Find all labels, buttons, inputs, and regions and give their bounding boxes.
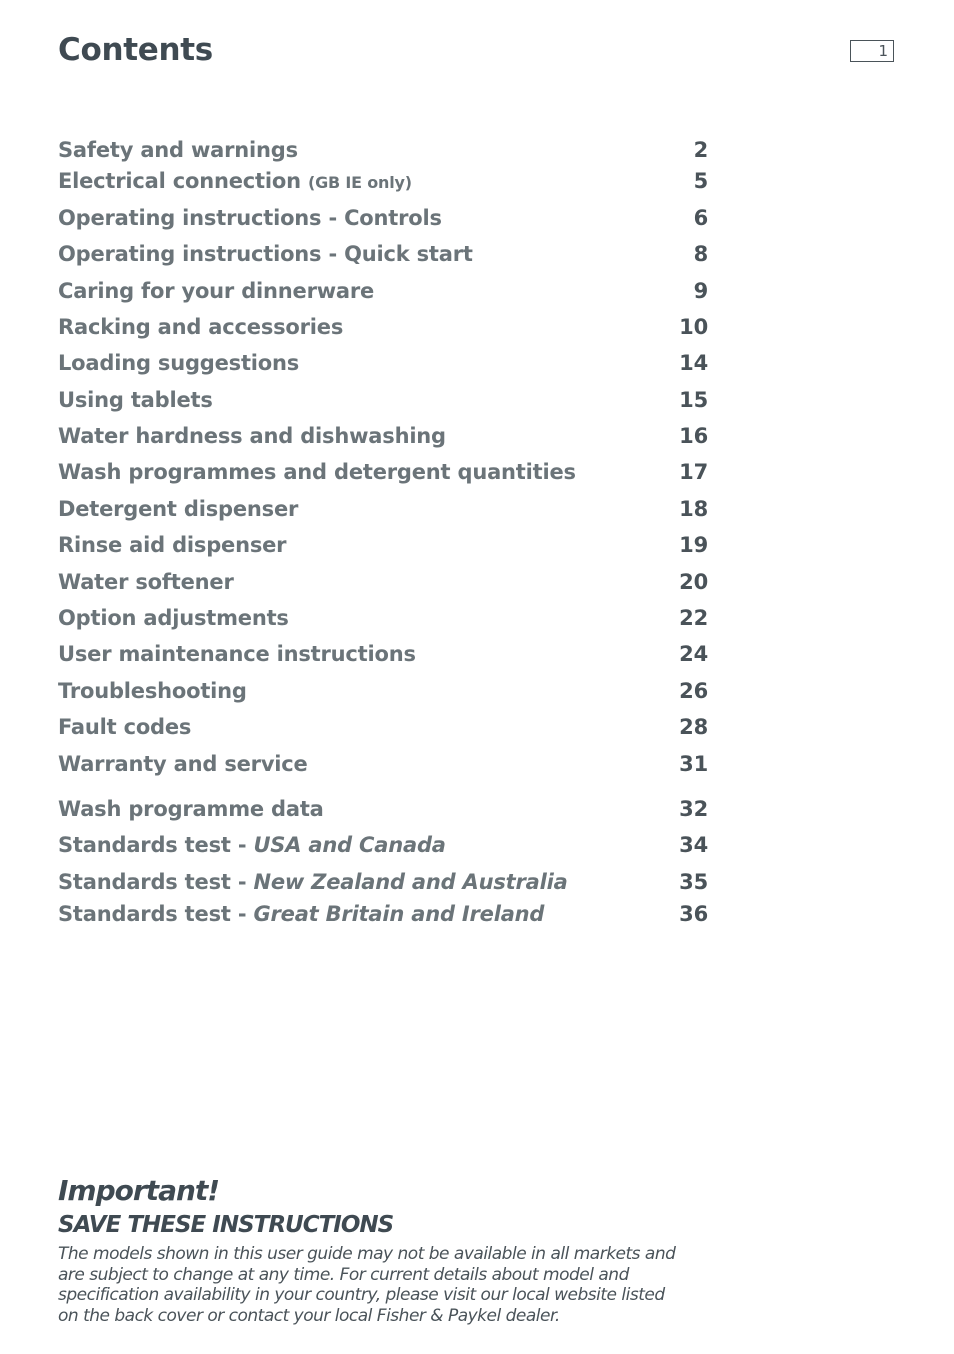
toc-entry-page: 31 — [679, 752, 708, 776]
toc-entry-page: 8 — [693, 242, 708, 266]
toc-entry-title: Operating instructions - Controls — [58, 206, 442, 230]
toc-entry-title: Rinse aid dispenser — [58, 533, 287, 557]
toc-entry-page: 14 — [679, 351, 708, 375]
toc-entry-region: New Zealand and Australia — [253, 870, 568, 894]
toc-entry-title: User maintenance instructions — [58, 642, 416, 666]
toc-entry-title-text: Standards test - — [58, 870, 254, 894]
toc-entry-page: 32 — [679, 797, 708, 821]
toc-entry-title: Fault codes — [58, 715, 192, 739]
disclaimer-text: The models shown in this user guide may not be available in all markets and are subject to change at any time. For current details about model and specification availability in your country, please visit our local website listed on the back cover or contact your local Fisher & Paykel dealer. — [58, 1244, 676, 1326]
toc-entry-title: Water hardness and dishwashing — [58, 424, 446, 448]
toc-entry-troubleshooting[interactable] — [58, 679, 708, 709]
toc-entry-rinse-aid[interactable] — [58, 533, 708, 563]
toc-entry-title: Warranty and service — [58, 752, 308, 776]
toc-entry-page: 10 — [679, 315, 708, 339]
toc-entry-title: Troubleshooting — [58, 679, 247, 703]
page-title: Contents — [58, 32, 213, 68]
toc-entry-page: 2 — [693, 138, 708, 162]
toc-entry-option-adjustments[interactable] — [58, 606, 708, 636]
page-number-box: 1 — [850, 40, 894, 62]
toc-entry-region: Great Britain and Ireland — [253, 902, 545, 926]
toc-entry-title — [58, 870, 568, 894]
toc-entry-wash-programmes[interactable] — [58, 460, 708, 490]
toc-entry-page: 17 — [679, 460, 708, 484]
toc-entry-title: Loading suggestions — [58, 351, 300, 375]
toc-entry-title: Wash programme data — [58, 797, 324, 821]
toc-entry-title: Safety and warnings — [58, 138, 298, 162]
toc-entry-title: Caring for your dinnerware — [58, 279, 375, 303]
toc-entry-detergent-dispenser[interactable] — [58, 497, 708, 527]
toc-entry-quick-start[interactable] — [58, 242, 708, 272]
toc-entry-page: 36 — [679, 902, 708, 926]
save-instructions-heading: SAVE THESE INSTRUCTIONS — [58, 1212, 394, 1238]
toc-entry-standards-nz[interactable] — [58, 870, 708, 900]
toc-entry-safety[interactable] — [58, 138, 708, 168]
toc-entry-page: 22 — [679, 606, 708, 630]
toc-entry-page: 34 — [679, 833, 708, 857]
toc-entry-title-text: Electrical connection — [58, 169, 308, 193]
toc-entry-title: Water softener — [58, 570, 234, 594]
toc-entry-title: Option adjustments — [58, 606, 289, 630]
toc-entry-standards-gb[interactable] — [58, 902, 708, 932]
toc-entry-title: Operating instructions - Quick start — [58, 242, 473, 266]
toc-entry-title — [58, 902, 544, 926]
toc-entry-fault-codes[interactable] — [58, 715, 708, 745]
toc-entry-page: 20 — [679, 570, 708, 594]
toc-entry-title — [58, 833, 446, 857]
toc-entry-title — [58, 169, 412, 193]
toc-entry-standards-usa[interactable] — [58, 833, 708, 863]
toc-entry-page: 28 — [679, 715, 708, 739]
toc-entry-racking[interactable] — [58, 315, 708, 345]
toc-entry-water-softener[interactable] — [58, 570, 708, 600]
toc-entry-warranty[interactable] — [58, 752, 708, 782]
toc-entry-loading[interactable] — [58, 351, 708, 381]
toc-entry-title: Using tablets — [58, 388, 213, 412]
toc-entry-title-text: Standards test - — [58, 902, 254, 926]
toc-entry-water-hardness[interactable] — [58, 424, 708, 454]
toc-entry-page: 24 — [679, 642, 708, 666]
toc-entry-page: 6 — [693, 206, 708, 230]
toc-entry-title: Wash programmes and detergent quantities — [58, 460, 576, 484]
toc-entry-note: (GB IE only) — [307, 173, 412, 192]
toc-entry-page: 16 — [679, 424, 708, 448]
toc-entry-controls[interactable] — [58, 206, 708, 236]
toc-entry-maintenance[interactable] — [58, 642, 708, 672]
toc-entry-page: 19 — [679, 533, 708, 557]
toc-entry-dinnerware[interactable] — [58, 279, 708, 309]
toc-entry-title: Detergent dispenser — [58, 497, 299, 521]
toc-entry-programme-data[interactable] — [58, 797, 708, 827]
toc-entry-title-text: Standards test - — [58, 833, 254, 857]
important-heading: Important! — [58, 1174, 220, 1207]
toc-entry-tablets[interactable] — [58, 388, 708, 418]
toc-entry-page: 35 — [679, 870, 708, 894]
toc-entry-page: 18 — [679, 497, 708, 521]
toc-entry-page: 5 — [693, 169, 708, 193]
toc-entry-page: 15 — [679, 388, 708, 412]
toc-entry-page: 9 — [693, 279, 708, 303]
toc-entry-region: USA and Canada — [253, 833, 446, 857]
toc-entry-page: 26 — [679, 679, 708, 703]
toc-entry-title: Racking and accessories — [58, 315, 344, 339]
toc-entry-electrical[interactable] — [58, 169, 708, 199]
